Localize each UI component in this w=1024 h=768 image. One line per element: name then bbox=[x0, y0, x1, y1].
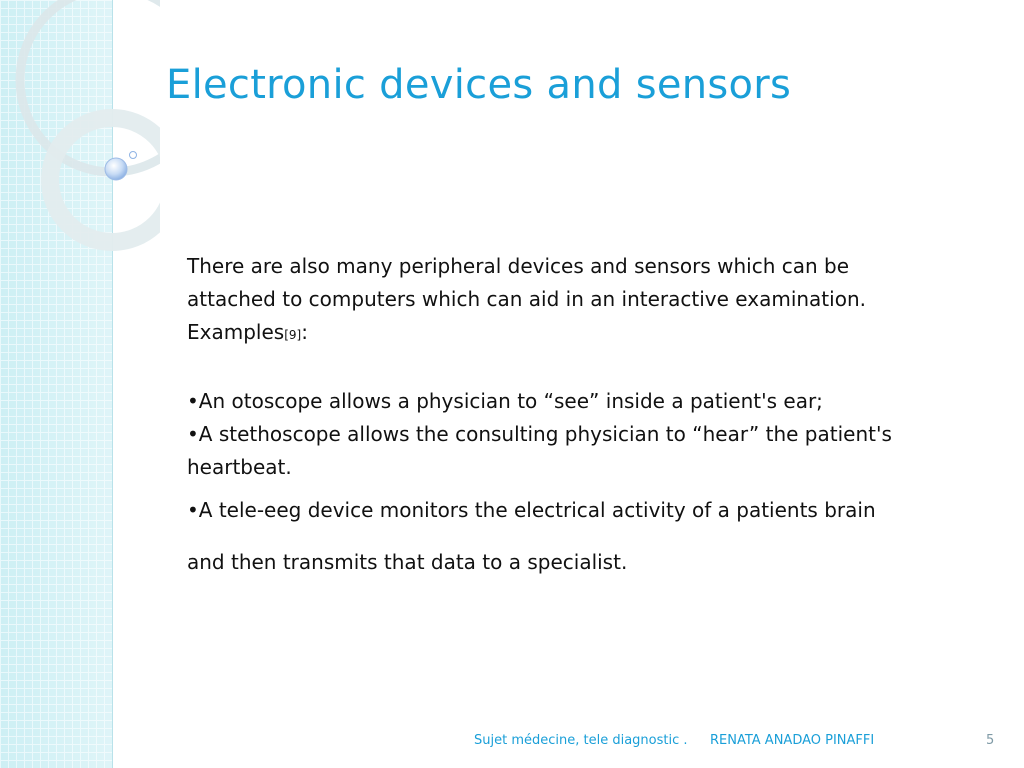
medium-ring bbox=[50, 118, 160, 242]
large-ring bbox=[20, 0, 160, 172]
slide-title: Electronic devices and sensors bbox=[166, 62, 792, 108]
decorative-rings bbox=[0, 0, 160, 260]
bullet-item-stethoscope: •A stethoscope allows the consulting physician to “hear” the patient's heartbeat. bbox=[187, 422, 892, 479]
footer-author: RENATA ANADAO PINAFFI bbox=[710, 733, 875, 748]
small-dot bbox=[130, 152, 137, 159]
orb-dot bbox=[105, 158, 127, 180]
slide-body bbox=[187, 250, 907, 588]
footer-course: Sujet médecine, tele diagnostic . bbox=[474, 733, 688, 748]
bullet-item-tele-eeg: •A tele-eeg device monitors the electrical activity of a patients brain and then transmits that data to a specialist. bbox=[187, 498, 876, 574]
intro-suffix: : bbox=[301, 320, 308, 344]
citation-reference: [9] bbox=[284, 328, 302, 342]
intro-text: There are also many peripheral devices and sensors which can be attached to computers which can aid in an interactive examination. Examples bbox=[187, 254, 866, 344]
intro-paragraph bbox=[187, 250, 907, 352]
paragraph-gap bbox=[187, 352, 907, 385]
slide-number: 5 bbox=[986, 733, 995, 748]
bullet-item-otoscope: •An otoscope allows a physician to “see” inside a patient's ear; bbox=[187, 389, 823, 413]
